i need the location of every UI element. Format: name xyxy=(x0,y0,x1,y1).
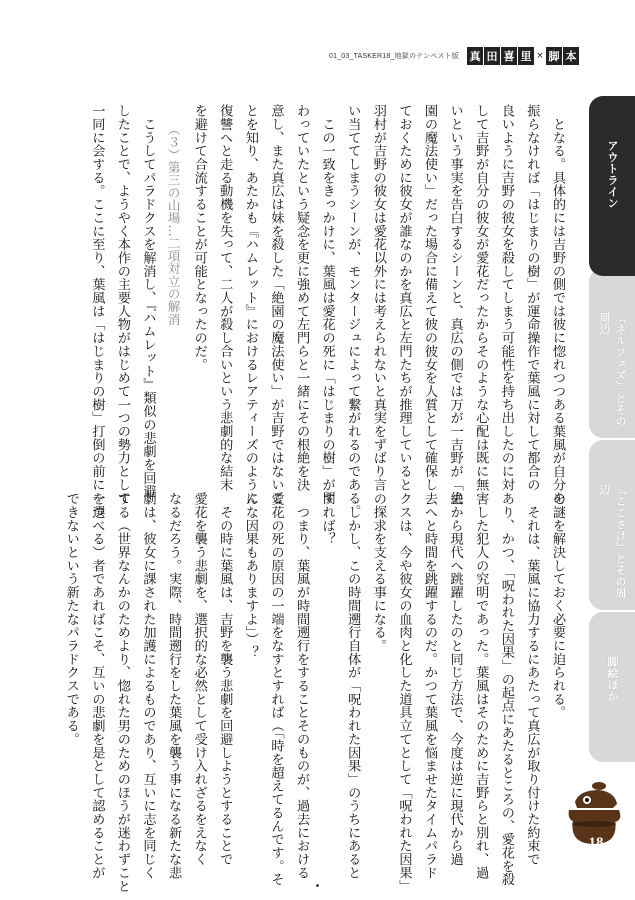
text-line: 去から現代へ跳躍したのと同じ方法で、今度は逆に現代から過 xyxy=(447,492,463,866)
text-line: 去へと時間を跳躍するのだ。かつて葉風を悩ませたタイムパラド xyxy=(422,492,438,880)
header-title-separator: × xyxy=(536,51,544,61)
header-title-char: 真 xyxy=(467,47,483,65)
page-number: 18 xyxy=(588,834,604,851)
tab-label: 脚絵ほか xyxy=(606,656,619,702)
text-line: んな因果もありますよ」）？ xyxy=(242,492,258,659)
text-line: の謎を解決しておく必要に迫られる。 xyxy=(550,492,565,719)
text-line: い当ててしまうシーンが、モンタージュによって繋がれるのである。 xyxy=(345,104,361,518)
tab-nerfez[interactable] xyxy=(589,268,635,438)
tab-label: 『ここさけ』とその周辺 xyxy=(598,484,627,599)
text-line: つまり、葉風が時間遡行をすることそのものが、過去における xyxy=(294,492,310,880)
text-line: こうしてパラドクスを解消し、『ハムレット』類似の悲劇を回避 xyxy=(140,104,156,498)
text-line: する（世界なんかのためより、惚れた男のためのほうが迷わずこと xyxy=(114,492,130,893)
text-line: して吉野が自分の彼女が愛花だったからそのような心配は既に無 xyxy=(473,104,489,492)
chapter-tabs xyxy=(589,96,635,766)
header-title xyxy=(467,47,579,65)
tab-outline[interactable] xyxy=(589,96,635,276)
section-heading: （３）第三の山場…二項対立の解消 xyxy=(166,104,182,326)
text-line: 羽村が吉野の彼女は愛花以外には考えられないと真実をずばり言 xyxy=(370,104,386,492)
header-title-char: 里 xyxy=(518,47,534,65)
text-line: あり、かつ、「呪われた因果」の起点にあたるところの、愛花を殺 xyxy=(498,492,514,886)
text-line: いという事実を告白するシーンと、真広の側では万が一吉野が「絶 xyxy=(447,104,463,505)
text-line: 一同に会する。ここに至り、葉風は「はじまりの樹」打倒の前に一つ xyxy=(89,104,105,518)
text-line: 復讐へと走る動機を失って、二人が殺し合いという悲劇的な結末 xyxy=(217,104,233,492)
text-line: 劇は、彼女に課された加護によるものであり、互いに志を同じく xyxy=(140,492,156,880)
tab-label: 『ネルフェズ』とその周辺 xyxy=(598,312,627,427)
text-line: 意し、また真広は妹を殺した「絶園の魔法使い」が吉野ではないこ xyxy=(268,104,284,505)
text-line: クスは、今や彼女の血肉と化した道具立てとして「呪われた因果」 xyxy=(396,492,412,893)
tab-kokosake[interactable] xyxy=(589,440,635,610)
text-line: を選べる）者であればこそ、互いの悲劇を是として認めることが xyxy=(89,492,105,880)
header-title-char: 喜 xyxy=(501,47,517,65)
text-line: 園の魔法使い」だった場合に備えて彼の彼女を人質として確保し xyxy=(422,104,438,492)
text-line: すれば？ xyxy=(319,492,335,546)
text-line: わっていたという疑念を更に強めて左門らと一緒にその根絶を決 xyxy=(294,104,310,492)
text-line: ておくために彼女が誰なのかを真広と左門たちが推理していると xyxy=(396,104,412,492)
text-line: となる。具体的には吉野の側では彼に惚れつつある葉風が自分を xyxy=(550,104,565,505)
text-line: 振らなければ「はじまりの樹」が運命操作で葉風に対して都合の xyxy=(524,104,540,492)
text-line: この一致をきっかけに、葉風は愛花の死に「はじまりの樹」が関 xyxy=(319,104,335,505)
text-line: したことで、ようやく本作の主要人物がはじめて一つの勢力として xyxy=(114,104,130,505)
text-line: それは、葉風に協力するにあたって真広が取り付けた約束で xyxy=(524,492,540,866)
running-header xyxy=(329,44,579,68)
header-title-char: 本 xyxy=(563,47,579,65)
body-bottom-block xyxy=(58,492,570,893)
text-line: その時に葉風は、吉野を襲う悲劇を回避しようとすることで xyxy=(217,492,233,866)
body-text xyxy=(63,104,570,893)
text-line: 害した犯人の究明であった。葉風はそのために吉野らと別れ、過 xyxy=(473,492,489,880)
tab-label: アウトライン xyxy=(606,140,619,209)
header-reference: 01_03_TASKER18_地獄のテンペスト版 xyxy=(329,53,459,60)
text-line: 愛花を襲う悲劇を、選択的な必然として受け入れざるをえなく xyxy=(191,492,207,866)
header-title-char: 田 xyxy=(484,47,500,65)
text-line: しかし、この時間遡行自体が「呪われた因果」のうちにあると xyxy=(345,492,361,880)
text-line: 愛花の死の原因の一端をなすとすれば（「時を超えてるんです。そ xyxy=(268,492,284,886)
body-top-block xyxy=(84,104,570,518)
text-line: の探求を支える事になる。 xyxy=(370,492,386,653)
text-line: できないという新たなパラドクスである。 xyxy=(63,492,79,746)
text-line: 良いように吉野の彼女を殺してしまう可能性を持ち出したのに対 xyxy=(498,104,514,492)
tab-extras[interactable] xyxy=(589,612,635,762)
page-center-mark xyxy=(316,884,319,887)
text-line: を避けて合流することが可能となったのだ。 xyxy=(191,104,207,371)
header-title-char: 脚 xyxy=(546,47,562,65)
text-line: なるだろう。実際、時間遡行をした葉風を襲う事になる新たな悲 xyxy=(166,492,182,880)
text-line: とを知り、あたかも『ハムレット』におけるレアティーズのように xyxy=(242,104,258,505)
